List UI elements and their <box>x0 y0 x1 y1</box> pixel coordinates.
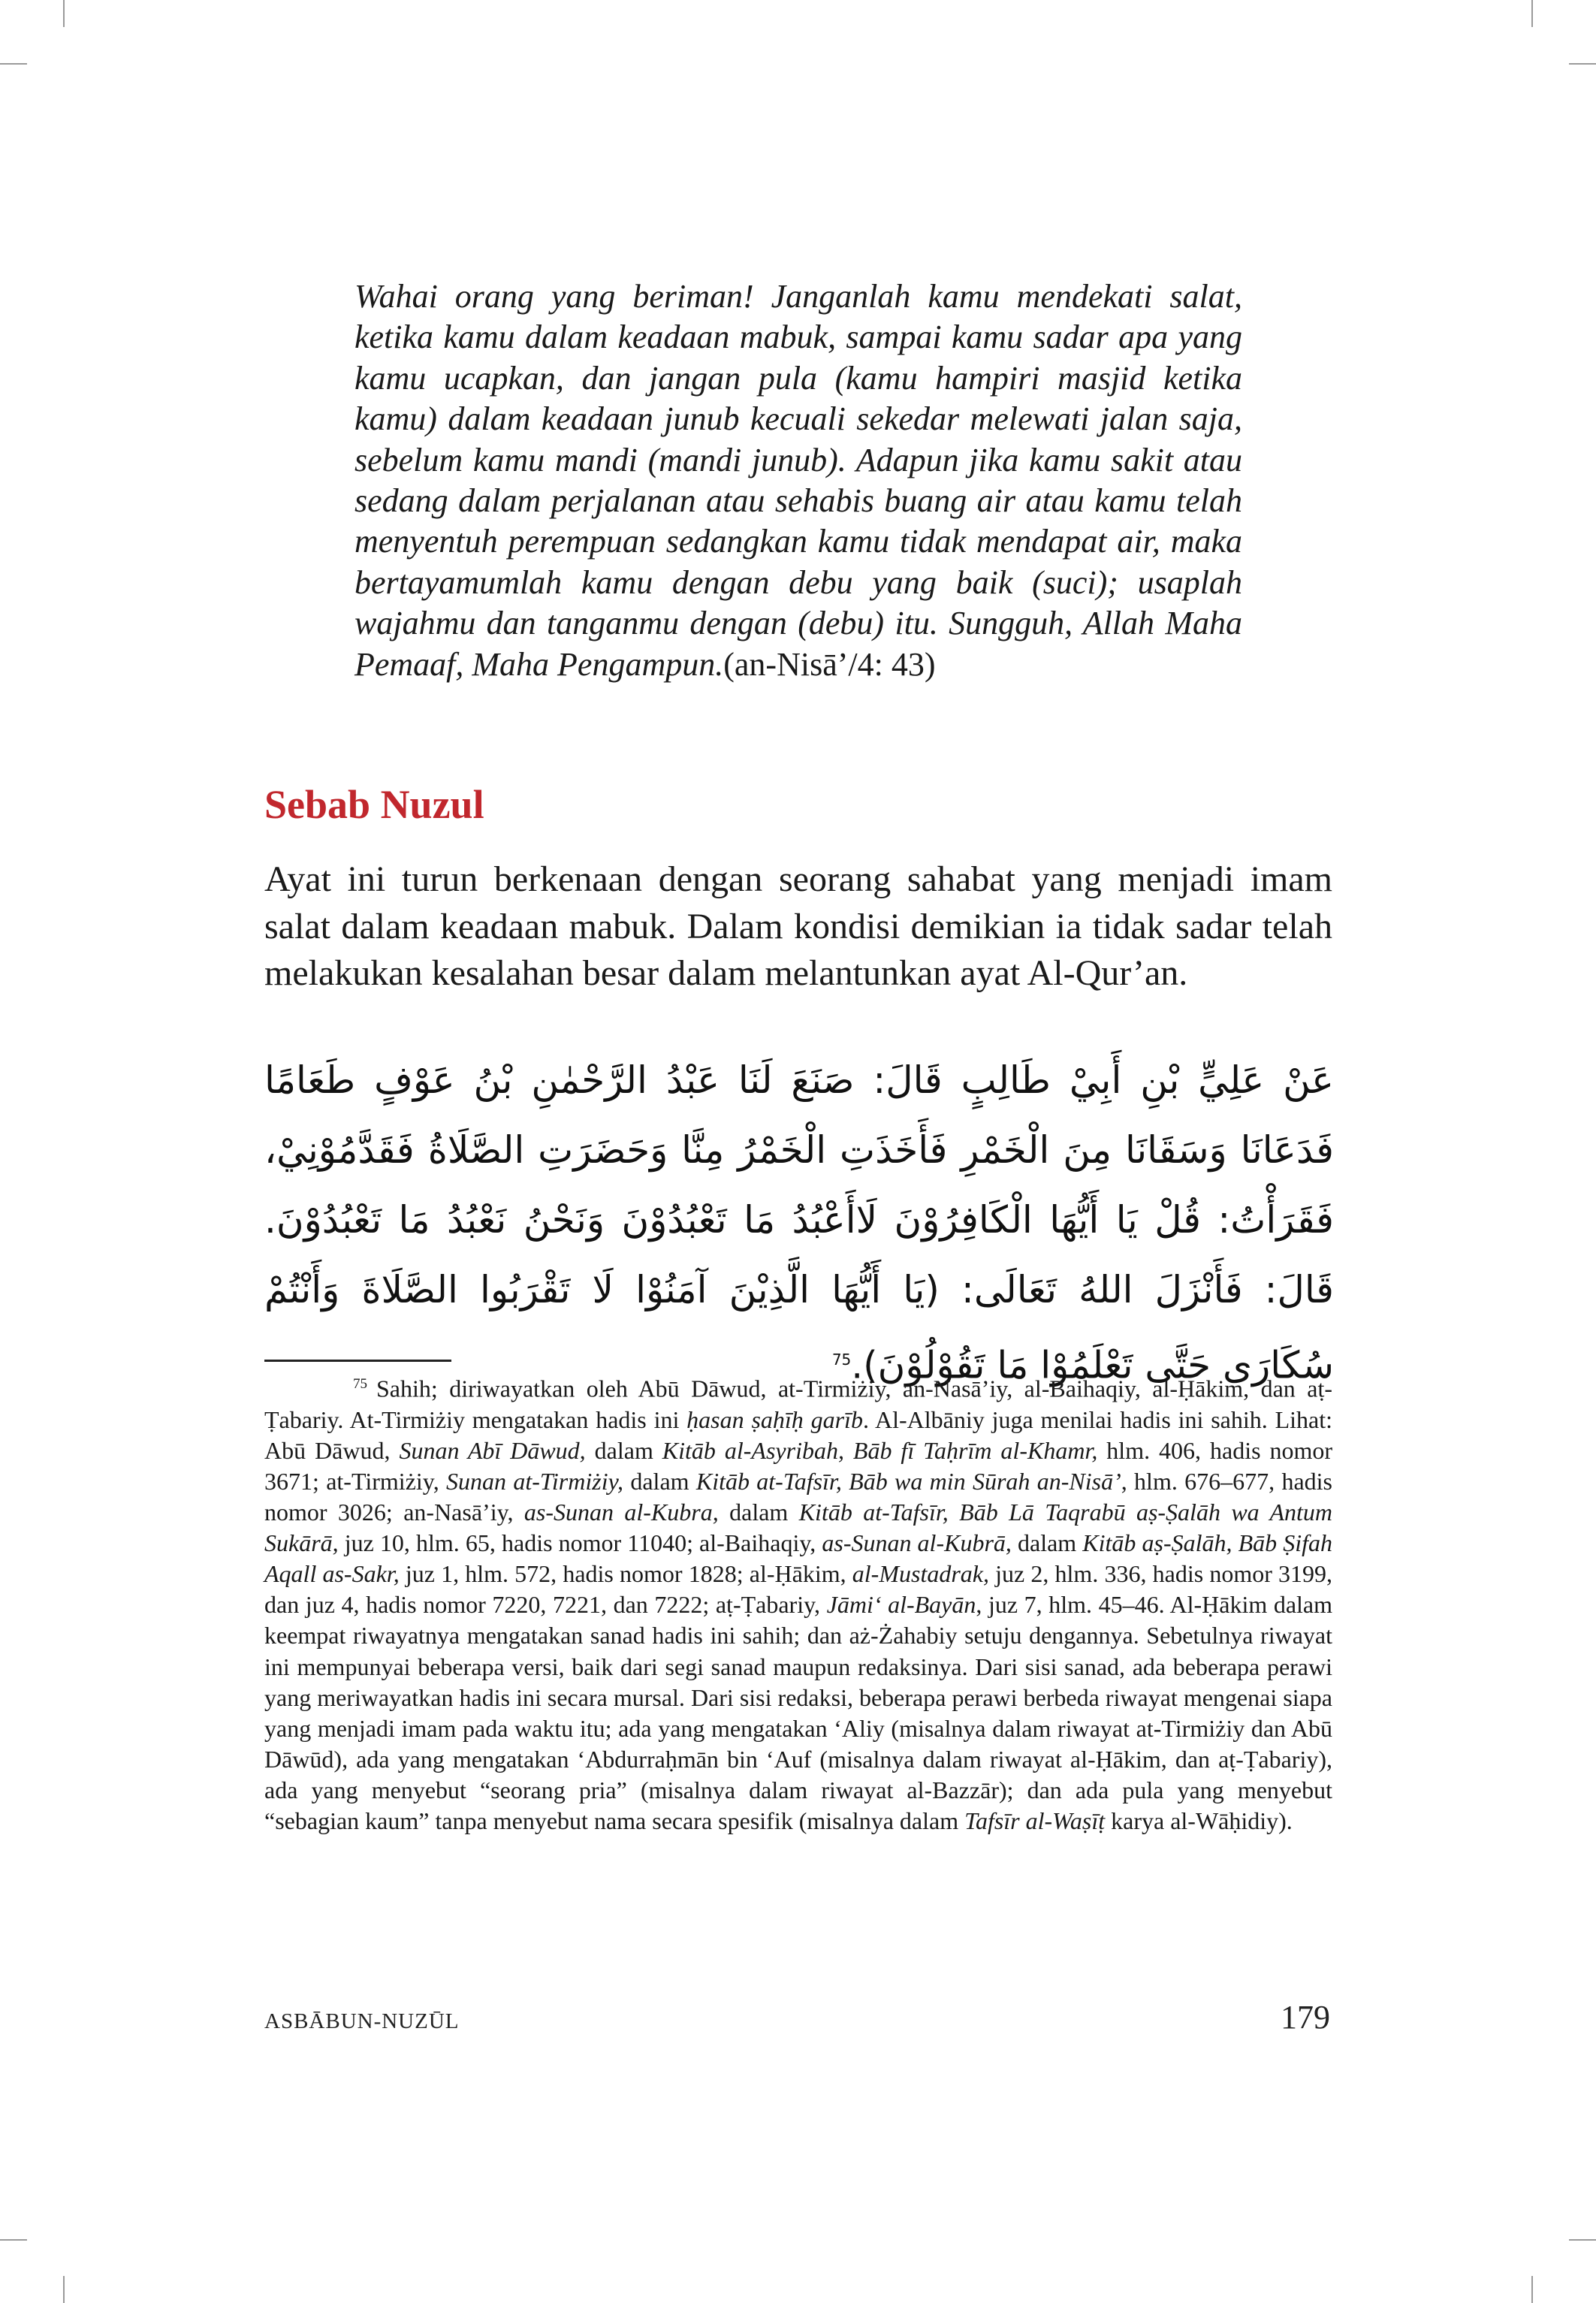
footnote-number: 75 <box>353 1376 367 1392</box>
section-heading: Sebab Nuzul <box>264 782 484 827</box>
footnote-divider <box>264 1360 451 1362</box>
footnote-body <box>264 1375 1332 1834</box>
quote-text: Wahai orang yang beriman! Janganlah kamu mendekati salat, ketika kamu dalam keadaan mabuk, sampai kamu sadar apa yang kamu ucapkan, dan jangan pula (kamu hampiri masjid ketika kamu) dalam keadaan junub kecuali sekedar melewati jalan saja, sebelum kamu mandi (mandi junub). Adapun jika kamu sakit atau sedang dalam perjalanan atau sehabis buang air atau kamu telah menyentuh perempuan sedangkan kamu tidak mendapat air, maka bertayamumlah kamu dengan debu yang baik (suci); usaplah wajahmu dan tanganmu dengan (debu) itu. Sungguh, Allah Maha Pemaaf, Maha Pengampun. <box>354 278 1242 683</box>
quran-translation-quote <box>354 276 1242 685</box>
footnote-segment: dalam <box>718 1499 799 1526</box>
footnote-segment: , hlm. 676–677, hadis nomor 3026; an-Nasā’iy, <box>264 1467 1333 1526</box>
arabic-hadith-text: عَنْ عَلِيٍّ بْنِ أَبِيْ طَالِبٍ قَالَ: صَنَعَ لَنَا عَبْدُ الرَّحْمٰنِ بْنُ عَوْفٍ طَعَامًا فَدَعَانَا وَسَقَانَا مِنَ الْخَمْرِ فَأَخَذَتِ الْخَمْرُ مِنَّا وَحَضَرَتِ الصَّلَاةُ فَقَدَّمُوْنِيْ، فَقَرَأْتُ: قُلْ يَا أَيُّهَا الْكَافِرُوْنَ لَاأَعْبُدُ مَا تَعْبُدُوْنَ وَنَحْنُ نَعْبُدُ مَا تَعْبُدُوْنَ. قَالَ: فَأَنْزَلَ اللهُ تَعَالَى: (يَا أَيُّهَا الَّذِيْنَ آمَنُوْا لَا تَقْرَبُوا الصَّلَاةَ وَأَنْتُمْ سُكَارَى حَتَّى تَعْلَمُوْا مَا تَقُوْلُوْنَ). <box>264 1058 1334 1387</box>
crop-mark <box>63 0 65 27</box>
section-paragraph: Ayat ini turun berkenaan dengan seorang sahabat yang menjadi imam salat dalam keadaan mabuk. Dalam kondisi demikian ia tidak sadar telah melakukan kesalahan besar dalam melantunkan ayat Al-Qur’an. <box>264 859 1332 993</box>
footnote-italic-segment: al-Mustadrak, <box>852 1560 989 1588</box>
quote-citation: (an-Nisā’/4: 43) <box>723 645 936 683</box>
footnote-segment: karya al-Wāḥidiy). <box>1105 1806 1293 1834</box>
crop-mark <box>1569 63 1596 65</box>
footnote-ref: 75 <box>831 1351 852 1369</box>
footnote-italic-segment: Kitāb at-Tafsīr, Bāb Lā Taqrabū aṣ-Ṣalāh wa Antum Sukārā, <box>264 1499 1333 1557</box>
footnote-italic-segment: ḥasan ṣaḥīḥ garīb <box>686 1405 863 1433</box>
footnote-italic-segment: as-Sunan al-Kubrā, <box>822 1529 1012 1557</box>
crop-mark <box>1531 0 1533 27</box>
footnote-segment: , juz 7, hlm. 45–46. Al-Ḥākim dalam keempat riwayatnya mengatakan sanad hadis ini sahih; dan aż-Żahabiy setuju dengannya. Sebetulnya riwayat ini mempunyai beberapa versi, baik dari segi sanad maupun redaksinya. Dari sisi sanad, ada beberapa perawi yang meriwayatkan hadis ini secara mursal. Dari sisi redaksi, beberapa perawi berbeda riwayat mengenai siapa yang menjadi imam pada waktu itu; ada yang mengatakan ‘Aliy (misalnya dalam riwayat at-Tirmiżiy dan Abū Dāwūd), ada yang mengatakan ‘Abdurraḥmān bin ‘Auf (misalnya dalam riwayat al-Ḥākim, dan aṭ-Ṭabariy), ada yang menyebut “seorang pria” (misalnya dalam riwayat al-Bazzār); dan ada pula yang menyebut “sebagian kaum” tanpa menyebut nama secara spesifik (misalnya dalam <box>264 1591 1333 1834</box>
footnote-segment: juz 10, hlm. 65, hadis nomor 11040; al-Baihaqiy, <box>338 1529 822 1557</box>
footnote-italic-segment: Jāmi‘ al-Bayān <box>826 1591 976 1619</box>
page-number: 179 <box>1281 1999 1330 2036</box>
footnote-segment: juz 1, hlm. 572, hadis nomor 1828; al-Ḥākim, <box>399 1560 852 1588</box>
running-header: ASBĀBUN-NUZŪL <box>264 2009 460 2033</box>
crop-mark <box>1569 2239 1596 2241</box>
footnote-segment: dalam <box>585 1436 662 1464</box>
footnote-segment: dalam <box>1011 1529 1083 1557</box>
crop-mark <box>0 63 27 65</box>
footnote-italic-segment: Tafsīr al-Waṣīṭ <box>964 1806 1106 1834</box>
footnote-italic-segment: Sunan at-Tirmiżiy, <box>446 1467 624 1495</box>
footnote-italic-segment: as-Sunan al-Kubra, <box>523 1499 719 1526</box>
crop-mark <box>0 2239 27 2241</box>
footnote-segment: Sahih; diriwayatkan oleh Abū Dāwud, at-Tirmiżiy, an-Nasā’iy, al-Baihaqiy, al-Ḥākim, dan aṭ-Ṭabariy. At-Tirmiżiy mengatakan hadis ini <box>264 1375 1332 1433</box>
footnote-segment: hlm. 406, hadis nomor 3671; at-Tirmiżiy, <box>264 1436 1333 1495</box>
footnote-segment: . Al-Albāniy juga menilai hadis ini sahih. Lihat: Abū Dāwud, <box>264 1405 1333 1464</box>
crop-mark <box>1531 2276 1533 2303</box>
footnote-segment: juz 2, hlm. 336, hadis nomor 3199, dan juz 4, hadis nomor 7220, 7221, dan 7222; aṭ-Ṭabariy, <box>264 1560 1333 1619</box>
footnote-italic-segment: Kitāb aṣ-Ṣalāh, Bāb Ṣifah Aqall as-Sakr, <box>264 1529 1333 1588</box>
footnote-italic-segment: Kitāb al-Asyribah, Bāb fī Taḥrīm al-Khamr, <box>662 1436 1098 1464</box>
arabic-hadith <box>264 1046 1334 1401</box>
footnote-italic-segment: Sunan Abī Dāwud, <box>399 1436 586 1464</box>
crop-mark <box>63 2276 65 2303</box>
footnote-italic-segment: Kitāb at-Tafsīr, Bāb wa min Sūrah an-Nisā’ <box>695 1467 1121 1495</box>
footnote-segment: dalam <box>623 1467 696 1495</box>
footnote <box>264 1369 1332 1837</box>
